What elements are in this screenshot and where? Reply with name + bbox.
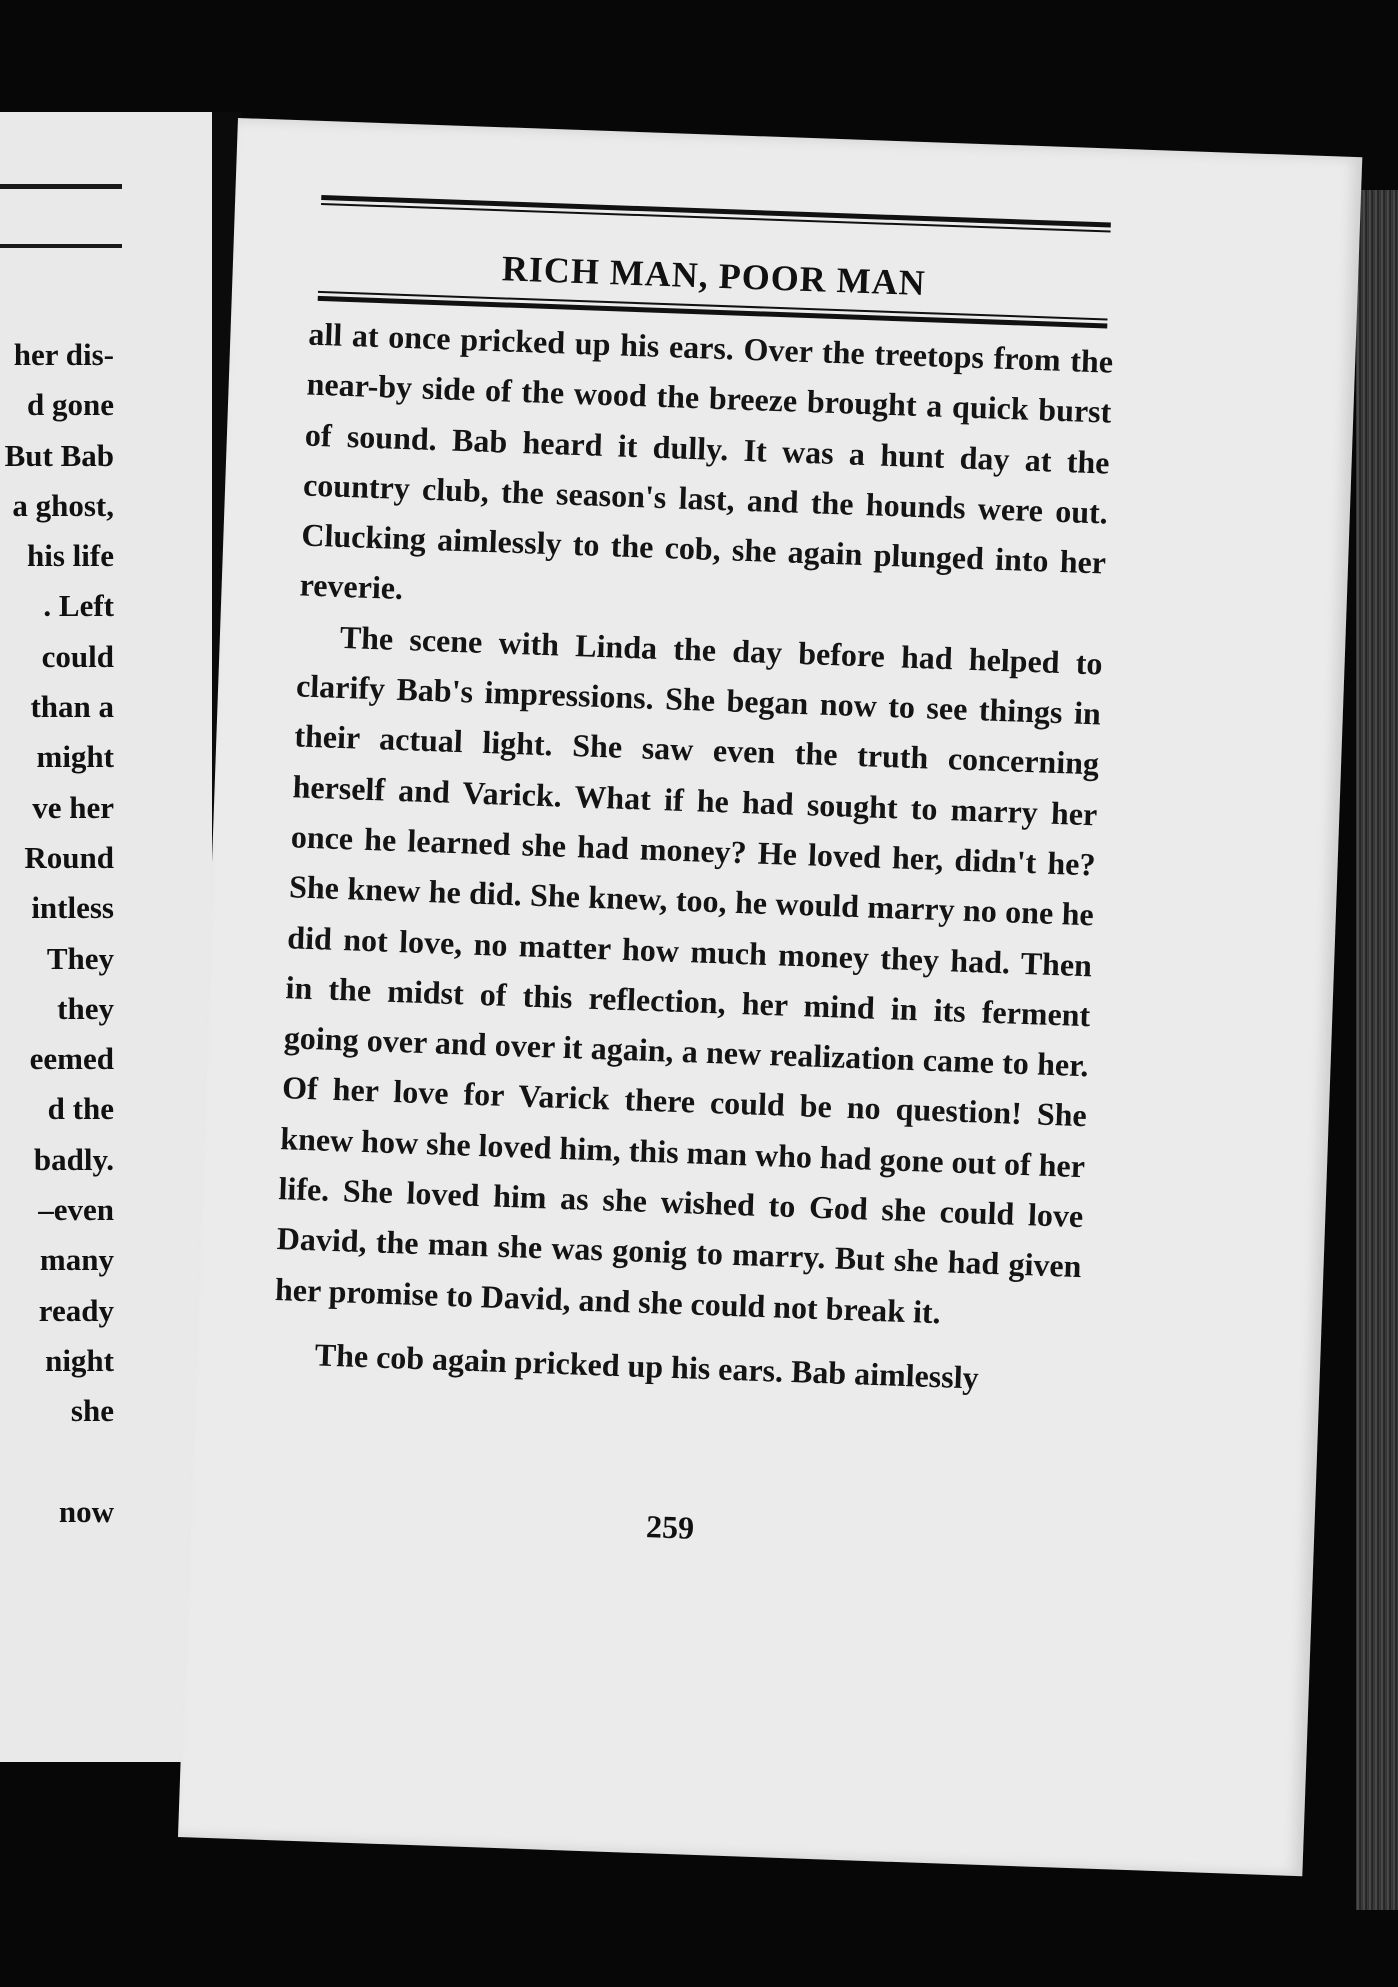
left-line: –even [38,1192,114,1228]
left-line: d gone [27,387,114,423]
left-line: But Bab [4,437,114,473]
right-page [178,118,1362,1876]
body-text [272,309,1114,1407]
header-rule-top [321,195,1111,228]
page-edge-stack [1356,190,1398,1910]
left-line: badly. [33,1141,114,1177]
left-line: might [36,739,114,775]
left-line: could [41,638,114,674]
left-line: his life [27,538,114,574]
left-line: a ghost, [12,487,114,523]
running-head: RICH MAN, POOR MAN [501,248,927,304]
left-line: than a [30,689,114,725]
left-line: . Left [43,588,114,624]
left-line: intless [31,890,114,926]
left-line: her dis- [13,337,114,372]
left-header-rule-top [0,184,122,189]
left-line: Round [24,839,114,875]
left-page-text [0,330,114,1537]
left-header-rule-bottom [0,244,122,248]
left-line: many [39,1242,114,1278]
left-line: d the [47,1091,114,1127]
left-line: ready [38,1292,114,1328]
left-line: she [70,1393,114,1429]
left-line: now [58,1493,114,1529]
left-line: they [57,990,114,1026]
paragraph: The scene with Linda the day before had helped to clarify Bab's impressions. She began now to see things in their actual light. She saw even the truth concerning herself and Varick. What if he had sought to marry her once he learned she had money? He loved her, didn't he? She knew he did. She knew, too, he would marry no one he did not love, no matter how much money they had. Then in the midst of this reflection, her mind in its ferment going over and over it again, a new realization came to her. Of her love for Varick there could be no question! She knew how she loved him, this man who had gone out of her life. She loved him as she wished to God she could love David, the man she was gonig to marry. But she had given her promise to David, and she could not break it. [274,618,1104,1330]
left-line [0,1437,114,1487]
left-line: They [46,940,114,976]
paragraph: The cob again pricked up his ears. Bab aimlessly [314,1336,980,1396]
left-line: eemed [29,1041,114,1077]
left-line: night [45,1342,114,1378]
paragraph: all at once pricked up his ears. Over the treetops from the near-by side of the wood the breeze brought a quick burst of sound. Bab heard it dully. It was a hunt day at the country club, the season's last, and the hounds were out. Clucking aimlessly to the cob, she again plunged into her reverie. [299,315,1114,607]
page-number: 259 [645,1508,695,1546]
left-line: ve her [32,789,114,825]
